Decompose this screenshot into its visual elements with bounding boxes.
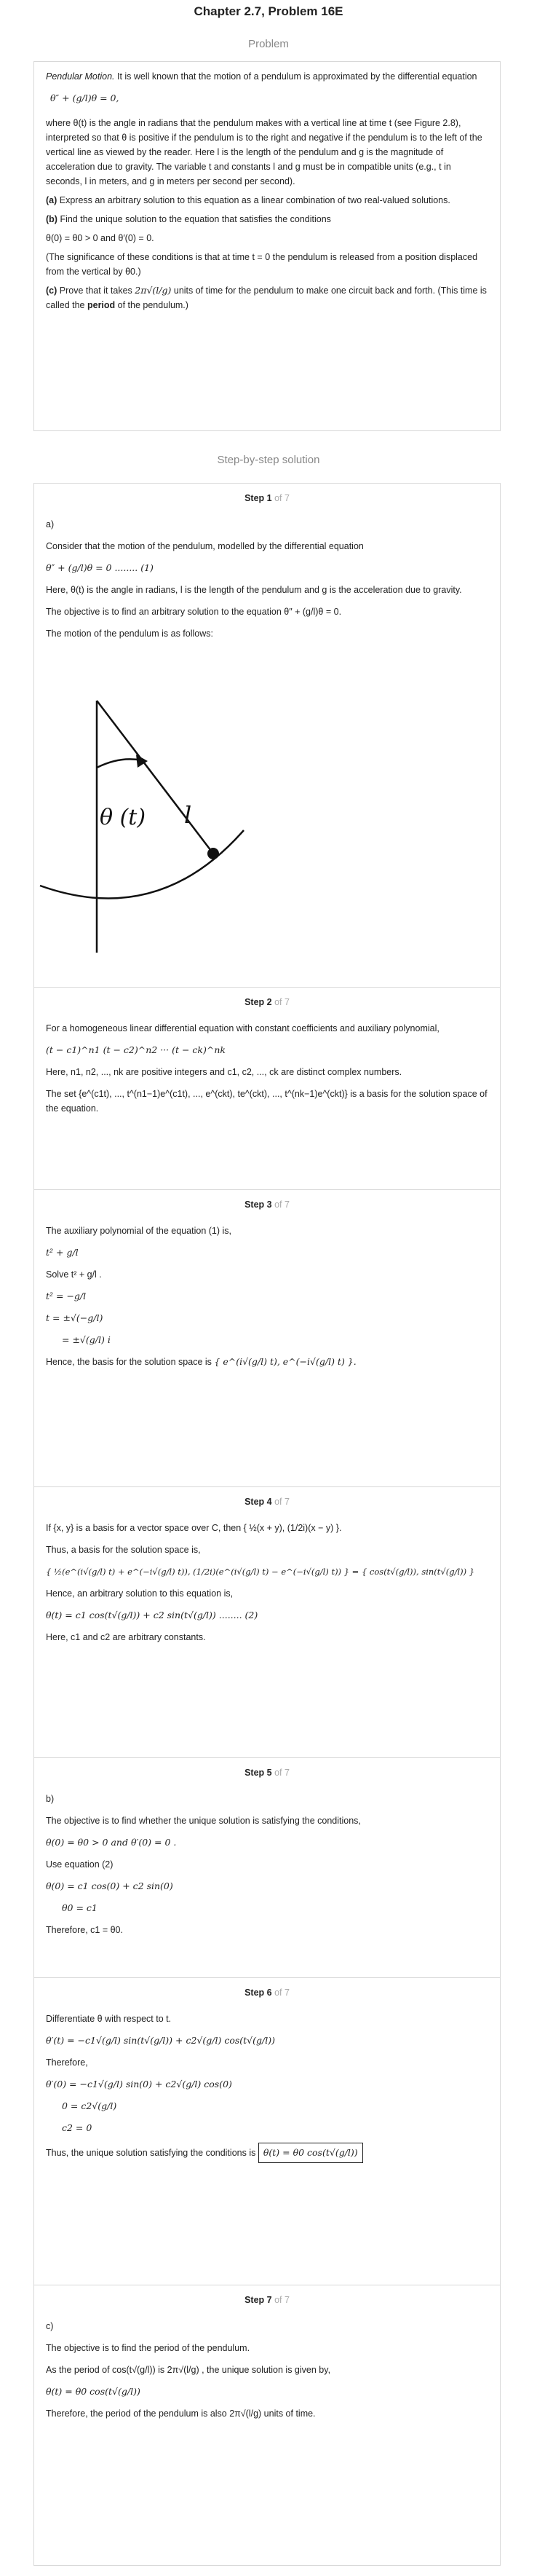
step-text: Solve t² + g/l .: [46, 1269, 102, 1280]
step-6: [34, 1978, 500, 2285]
part-label: b): [46, 1794, 55, 1804]
step-text: The motion of the pendulum is as follows:: [46, 629, 213, 639]
step-text: Here, c1 and c2 are arbitrary constants.: [46, 1632, 206, 1642]
step-equation: (t − c1)^n1 (t − c2)^n2 ··· (t − ck)^nk: [46, 1044, 226, 1055]
step-equation: θ0 = c1: [62, 1902, 98, 1913]
problem-card: [33, 61, 501, 431]
steps-card: [33, 483, 501, 2566]
step-equation: θ(0) = c1 cos(0) + c2 sin(0): [46, 1880, 173, 1891]
problem-heading: Problem: [248, 38, 289, 50]
step-equation: t² = −g/l: [46, 1291, 87, 1301]
step-text: Thus, a basis for the solution space is,: [46, 1545, 201, 1555]
step-text: Therefore,: [46, 2057, 88, 2068]
step-header: Step 5 of 7: [244, 1768, 290, 1778]
boxed-answer: θ(t) = θ0 cos(t√(g/l)): [258, 2143, 363, 2163]
step-text: Use equation (2): [46, 1859, 114, 1870]
step-5: [34, 1758, 500, 1978]
pendulum-rod: [97, 701, 213, 854]
length-label: l: [184, 801, 192, 829]
step-equation: 0 = c2√(g/l): [62, 2100, 117, 2111]
step-header: Step 4 of 7: [244, 1497, 290, 1507]
solution-heading: Step-by-step solution: [217, 454, 320, 466]
step-equation: θ(t) = c1 cos(t√(g/l)) + c2 sin(t√(g/l)) ........ (2): [46, 1610, 258, 1620]
step-equation: = ±√(g/l) i: [62, 1334, 111, 1345]
step-header: Step 1 of 7: [244, 493, 290, 503]
part-label: a): [46, 519, 55, 529]
step-text: Here, θ(t) is the angle in radians, l is the length of the pendulum and g is the acceleration due to gravity.: [46, 585, 462, 595]
step-text: The set {e^(c1t), ..., t^(n1−1)e^(c1t), ..., e^(ckt), te^(ckt), ..., t^(nk−1)e^(ckt)} is a basis for the solution space of the equation.: [46, 1089, 488, 1114]
step-header: Step 6 of 7: [244, 1988, 290, 1998]
step-4: [34, 1487, 500, 1758]
pendulum-bob: [207, 848, 219, 859]
step-text: Thus, the unique solution satisfying the conditions is θ(t) = θ0 cos(t√(g/l)): [46, 2143, 488, 2163]
step-equation: t² + g/l: [46, 1247, 79, 1258]
step-equation: c2 = 0: [62, 2122, 92, 2133]
step-text: The auxiliary polynomial of the equation (1) is,: [46, 1226, 231, 1236]
step-text: Here, n1, n2, ..., nk are positive integers and c1, c2, ..., ck are distinct complex numbers.: [46, 1067, 402, 1077]
step-text: Therefore, c1 = θ0.: [46, 1925, 123, 1935]
problem-part-c: (c) Prove that it takes 2π√(l/g) units of time for the pendulum to make one circuit back and forth. (This time is called the period of the pendulum.): [46, 285, 487, 310]
step-header: Step 3 of 7: [244, 1200, 290, 1210]
page-title: Chapter 2.7, Problem 16E: [194, 4, 343, 18]
problem-part-a: (a) Express an arbitrary solution to this equation as a linear combination of two real-valued solutions.: [46, 195, 450, 205]
step-2: [34, 988, 500, 1190]
swing-arc: [40, 830, 244, 899]
step-text: If {x, y} is a basis for a vector space over C, then { ½(x + y), (1/2i)(x − y) }.: [46, 1523, 342, 1533]
step-text: Therefore, the period of the pendulum is also 2π√(l/g) units of time.: [46, 2408, 316, 2419]
step-equation: θ″ + (g/l)θ = 0 ........ (1): [46, 562, 154, 573]
problem-part-b: (b) Find the unique solution to the equation that satisfies the conditions: [46, 214, 331, 224]
step-text: For a homogeneous linear differential equation with constant coefficients and auxiliary polynomial,: [46, 1023, 439, 1033]
step-text: Hence, an arbitrary solution to this equation is,: [46, 1588, 234, 1599]
step-header: Step 2 of 7: [244, 997, 290, 1007]
problem-equation: θ″ + (g/l)θ = 0,: [50, 92, 119, 103]
step-equation: θ(0) = θ0 > 0 and θ′(0) = 0 .: [46, 1837, 177, 1848]
step-text: The objective is to find an arbitrary solution to the equation θ″ + (g/l)θ = 0.: [46, 607, 342, 617]
step-3: [34, 1190, 500, 1487]
step-text: As the period of cos(t√(g/l)) is 2π√(l/g) , the unique solution is given by,: [46, 2365, 331, 2375]
step-7: [34, 2285, 500, 2567]
problem-conditions: θ(0) = θ0 > 0 and θ′(0) = 0.: [46, 233, 154, 243]
problem-intro: Pendular Motion. It is well known that the motion of a pendulum is approximated by the differential equation: [46, 71, 477, 82]
step-text: Differentiate θ with respect to t.: [46, 2014, 172, 2024]
step-equation: t = ±√(−g/l): [46, 1312, 103, 1323]
step-1: [34, 484, 500, 988]
step-header: Step 7 of 7: [244, 2295, 290, 2305]
theta-label: θ (t): [100, 805, 146, 830]
step-text: The objective is to find the period of the pendulum.: [46, 2343, 250, 2353]
problem-where: where θ(t) is the angle in radians that the pendulum makes with a vertical line at time t (see Figure 2.8), interpreted so that θ is positive if the pendulum is to the right and negative if the pendulum is to the left of the vertical line as viewed by the reader. Here l is the length of the pendulum and g is the magnitude of acceleration due to gravity. The variable t and constants l and g must be in compatible units (e.g., t in seconds, l in meters, and g in meters per second per second).: [46, 118, 482, 186]
step-equation: θ′(0) = −c1√(g/l) sin(0) + c2√(g/l) cos(0): [46, 2079, 232, 2089]
pendulum-figure: [34, 680, 267, 972]
step-equation: θ(t) = θ0 cos(t√(g/l)): [46, 2386, 140, 2397]
angle-arc: [97, 759, 142, 768]
step-equation: θ′(t) = −c1√(g/l) sin(t√(g/l)) + c2√(g/l) cos(t√(g/l)): [46, 2035, 275, 2046]
step-equation: { ½(e^(i√(g/l) t) + e^(−i√(g/l) t)), (1/2i)(e^(i√(g/l) t) − e^(−i√(g/l) t)) } = { cos(t√(g/l)), sin(t√(g/l)) }: [46, 1567, 475, 1577]
step-text: Hence, the basis for the solution space is { e^(i√(g/l) t), e^(−i√(g/l) t) }.: [46, 1356, 357, 1367]
step-text: Consider that the motion of the pendulum, modelled by the differential equation: [46, 541, 364, 551]
step-text: The objective is to find whether the unique solution is satisfying the conditions,: [46, 1816, 361, 1826]
problem-significance: (The significance of these conditions is that at time t = 0 the pendulum is released from a position displaced from the vertical by θ0.): [46, 252, 478, 277]
part-label: c): [46, 2321, 54, 2331]
